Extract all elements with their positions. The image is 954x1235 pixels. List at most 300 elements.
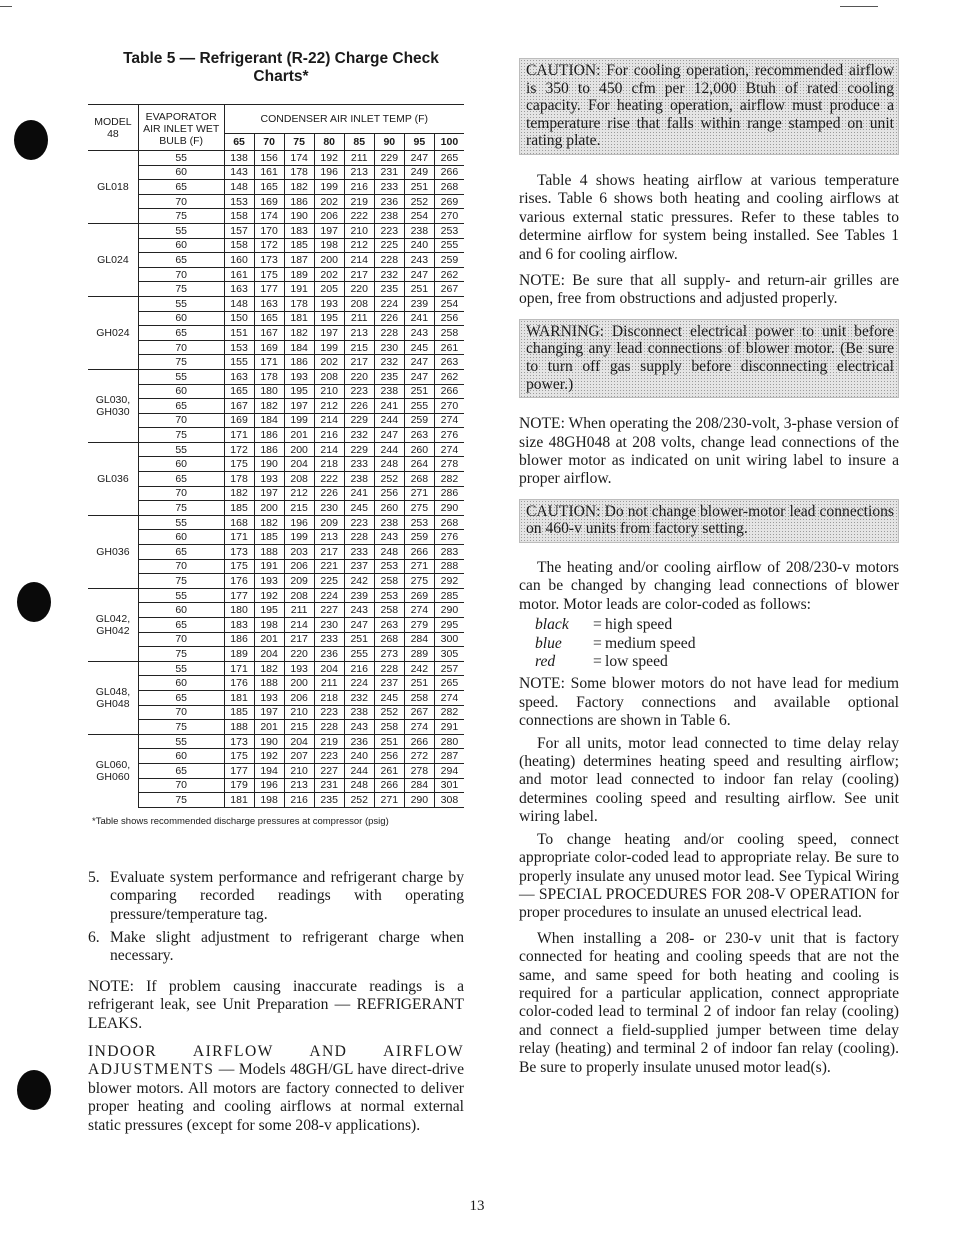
equals-sign: =	[593, 653, 602, 671]
pressure-cell: 180	[254, 384, 284, 399]
pressure-cell: 196	[254, 778, 284, 793]
pressure-cell: 274	[404, 720, 434, 735]
pressure-cell: 153	[224, 194, 254, 209]
pressure-cell: 224	[314, 588, 344, 603]
pressure-cell: 214	[314, 442, 344, 457]
pressure-cell: 206	[284, 690, 314, 705]
table-row	[88, 413, 464, 428]
pressure-cell: 155	[224, 355, 254, 370]
table-row	[88, 384, 464, 399]
pressure-cell: 184	[284, 340, 314, 355]
lead-color-list	[535, 616, 899, 671]
pressure-cell: 198	[314, 238, 344, 253]
table-row	[88, 355, 464, 370]
pressure-cell: 172	[254, 238, 284, 253]
pressure-cell: 241	[374, 399, 404, 414]
pressure-cell: 256	[374, 749, 404, 764]
pressure-cell: 199	[314, 180, 344, 195]
pressure-cell: 294	[434, 763, 464, 778]
pressure-cell: 308	[434, 793, 464, 808]
table-row	[88, 618, 464, 633]
pressure-cell: 266	[404, 545, 434, 560]
pressure-cell: 258	[374, 720, 404, 735]
pressure-cell: 198	[254, 793, 284, 808]
pressure-cell: 255	[344, 647, 374, 662]
model-cell: GL060, GH060	[88, 734, 138, 807]
header-temp: 90	[374, 134, 404, 151]
pressure-cell: 259	[434, 253, 464, 268]
table-row	[88, 647, 464, 662]
pressure-cell: 165	[224, 384, 254, 399]
lead-speed: medium speed	[605, 634, 696, 652]
pressure-cell: 233	[374, 180, 404, 195]
pressure-cell: 267	[404, 705, 434, 720]
pressure-cell: 266	[404, 734, 434, 749]
lead-blue	[535, 635, 899, 653]
pressure-cell: 186	[284, 194, 314, 209]
pressure-cell: 186	[224, 632, 254, 647]
pressure-cell: 286	[434, 486, 464, 501]
table-row	[88, 253, 464, 268]
pressure-cell: 193	[314, 296, 344, 311]
pressure-cell: 213	[284, 778, 314, 793]
wet-bulb-cell: 65	[138, 180, 224, 195]
pressure-cell: 271	[404, 486, 434, 501]
pressure-cell: 210	[284, 705, 314, 720]
pressure-cell: 218	[314, 690, 344, 705]
top-edge-mark-right	[840, 6, 878, 7]
table-row	[88, 603, 464, 618]
table-row	[88, 763, 464, 778]
pressure-cell: 181	[224, 793, 254, 808]
pressure-cell: 255	[434, 238, 464, 253]
pressure-cell: 203	[284, 545, 314, 560]
pressure-cell: 238	[344, 472, 374, 487]
pressure-cell: 247	[404, 151, 434, 166]
pressure-cell: 230	[374, 340, 404, 355]
pressure-cell: 247	[374, 428, 404, 443]
pressure-cell: 193	[254, 472, 284, 487]
pressure-cell: 188	[254, 545, 284, 560]
pressure-cell: 235	[374, 282, 404, 297]
pressure-cell: 201	[254, 720, 284, 735]
note-refrigerant-leak: NOTE: If problem causing inaccurate readings is a refrigerant leak, see Unit Preparation — REFRIGERANT LEAKS.	[88, 977, 464, 1032]
pressure-cell: 171	[224, 661, 254, 676]
table-footnote: *Table shows recommended discharge pressures at compressor (psig)	[92, 815, 389, 827]
wet-bulb-cell: 70	[138, 559, 224, 574]
pressure-cell: 205	[314, 282, 344, 297]
pressure-cell: 181	[284, 311, 314, 326]
pressure-cell: 225	[374, 238, 404, 253]
pressure-cell: 229	[344, 413, 374, 428]
pressure-cell: 197	[254, 486, 284, 501]
pressure-cell: 233	[314, 632, 344, 647]
punch-hole-middle	[17, 582, 51, 622]
pressure-cell: 177	[254, 282, 284, 297]
pressure-cell: 182	[224, 486, 254, 501]
pressure-cell: 257	[434, 661, 464, 676]
pressure-cell: 259	[404, 530, 434, 545]
pressure-cell: 269	[434, 194, 464, 209]
procedure-steps	[88, 869, 464, 966]
wet-bulb-cell: 55	[138, 369, 224, 384]
pressure-cell: 150	[224, 311, 254, 326]
table-row	[88, 734, 464, 749]
pressure-cell: 211	[284, 603, 314, 618]
pressure-cell: 254	[434, 296, 464, 311]
header-temp: 95	[404, 134, 434, 151]
pressure-cell: 201	[254, 632, 284, 647]
note-grilles: NOTE: Be sure that all supply- and return-air grilles are open, free from obstructions and adjusted properly.	[519, 272, 899, 308]
pressure-cell: 266	[374, 778, 404, 793]
wet-bulb-cell: 70	[138, 486, 224, 501]
pressure-cell: 252	[404, 194, 434, 209]
pressure-cell: 197	[314, 326, 344, 341]
pressure-cell: 251	[404, 676, 434, 691]
pressure-cell: 181	[224, 690, 254, 705]
charge-check-table	[88, 104, 464, 808]
pressure-cell: 242	[404, 661, 434, 676]
pressure-cell: 245	[344, 501, 374, 516]
pressure-cell: 204	[314, 661, 344, 676]
table-row	[88, 238, 464, 253]
pressure-cell: 255	[404, 399, 434, 414]
pressure-cell: 263	[434, 355, 464, 370]
pressure-cell: 210	[314, 384, 344, 399]
table-row	[88, 472, 464, 487]
step-text: Evaluate system performance and refrigerant charge by comparing recorded readings with operating pressure/temperature tag.	[110, 868, 464, 923]
pressure-cell: 251	[374, 734, 404, 749]
pressure-cell: 261	[374, 763, 404, 778]
wet-bulb-cell: 75	[138, 501, 224, 516]
pressure-cell: 243	[404, 253, 434, 268]
header-temp: 75	[284, 134, 314, 151]
pressure-cell: 201	[284, 428, 314, 443]
wet-bulb-cell: 65	[138, 472, 224, 487]
pressure-cell: 199	[284, 530, 314, 545]
pressure-cell: 268	[434, 515, 464, 530]
pressure-cell: 232	[344, 428, 374, 443]
table-title: Table 5 — Refrigerant (R-22) Charge Check Charts*	[123, 50, 439, 85]
note-medium-speed: NOTE: Some blower motors do not have lead for medium speed. Factory connections and available optional connections are shown in Table 6.	[519, 675, 899, 730]
pressure-cell: 224	[344, 676, 374, 691]
pressure-cell: 165	[254, 180, 284, 195]
pressure-cell: 169	[254, 340, 284, 355]
pressure-cell: 191	[254, 559, 284, 574]
pressure-cell: 161	[224, 267, 254, 282]
wet-bulb-cell: 60	[138, 311, 224, 326]
pressure-cell: 178	[284, 296, 314, 311]
pressure-cell: 253	[374, 588, 404, 603]
pressure-cell: 169	[254, 194, 284, 209]
model-cell: GH024	[88, 296, 138, 369]
pressure-cell: 247	[344, 618, 374, 633]
pressure-cell: 244	[374, 442, 404, 457]
pressure-cell: 243	[344, 603, 374, 618]
pressure-cell: 223	[344, 515, 374, 530]
pressure-cell: 185	[224, 501, 254, 516]
pressure-cell: 180	[224, 603, 254, 618]
pressure-cell: 253	[434, 223, 464, 238]
caution-box-airflow: CAUTION: For cooling operation, recommended airflow is 350 to 450 cfm per 12,000 Btuh of rated cooling capacity. For heating operation, airflow must produce a temperature rise that falls within range stamped on unit rating plate.	[519, 58, 899, 155]
pressure-cell: 186	[254, 442, 284, 457]
pressure-cell: 258	[404, 690, 434, 705]
pressure-cell: 235	[374, 369, 404, 384]
pressure-cell: 209	[284, 574, 314, 589]
wet-bulb-cell: 75	[138, 355, 224, 370]
pressure-cell: 270	[434, 399, 464, 414]
pressure-cell: 213	[344, 165, 374, 180]
punch-hole-top	[14, 120, 48, 160]
pressure-cell: 163	[224, 282, 254, 297]
pressure-cell: 216	[284, 793, 314, 808]
model-cell: GH036	[88, 515, 138, 588]
pressure-cell: 167	[254, 326, 284, 341]
pressure-cell: 251	[404, 282, 434, 297]
pressure-cell: 238	[404, 223, 434, 238]
pressure-cell: 170	[254, 223, 284, 238]
wet-bulb-cell: 70	[138, 267, 224, 282]
pressure-cell: 208	[344, 296, 374, 311]
pressure-cell: 177	[224, 588, 254, 603]
pressure-cell: 278	[434, 457, 464, 472]
wet-bulb-cell: 70	[138, 632, 224, 647]
pressure-cell: 248	[344, 778, 374, 793]
pressure-cell: 182	[284, 326, 314, 341]
lead-speed: high speed	[605, 616, 673, 634]
table-row	[88, 369, 464, 384]
pressure-cell: 236	[314, 647, 344, 662]
pressure-cell: 301	[434, 778, 464, 793]
pressure-cell: 174	[254, 209, 284, 224]
pressure-cell: 273	[374, 647, 404, 662]
pressure-cell: 185	[224, 705, 254, 720]
wet-bulb-cell: 55	[138, 661, 224, 676]
pressure-cell: 230	[314, 501, 344, 516]
header-evaporator: EVAPORATOR AIR INLET WET BULB (F)	[138, 105, 224, 151]
pressure-cell: 288	[434, 559, 464, 574]
wet-bulb-cell: 60	[138, 676, 224, 691]
header-model: MODEL 48	[88, 105, 138, 151]
pressure-cell: 188	[224, 720, 254, 735]
wet-bulb-cell: 75	[138, 647, 224, 662]
pressure-cell: 175	[224, 457, 254, 472]
pressure-cell: 197	[314, 223, 344, 238]
pressure-cell: 219	[344, 194, 374, 209]
pressure-cell: 200	[284, 442, 314, 457]
table-row	[88, 515, 464, 530]
wet-bulb-cell: 60	[138, 165, 224, 180]
pressure-cell: 189	[224, 647, 254, 662]
para-relay-leads: For all units, motor lead connected to time delay relay (heating) determines heating speed and resulting airflow; and motor lead connected to indoor fan relay (cooling) determines cooling speed and resulting airflow. See unit wiring label.	[519, 734, 899, 826]
pressure-cell: 148	[224, 296, 254, 311]
pressure-cell: 232	[374, 267, 404, 282]
pressure-cell: 195	[314, 311, 344, 326]
pressure-cell: 223	[314, 749, 344, 764]
pressure-cell: 184	[254, 413, 284, 428]
pressure-cell: 243	[374, 530, 404, 545]
pressure-cell: 249	[404, 165, 434, 180]
pressure-cell: 274	[434, 442, 464, 457]
pressure-cell: 220	[284, 647, 314, 662]
pressure-cell: 256	[374, 486, 404, 501]
pressure-cell: 210	[284, 763, 314, 778]
pressure-cell: 225	[314, 574, 344, 589]
header-temp: 80	[314, 134, 344, 151]
pressure-cell: 221	[314, 559, 344, 574]
pressure-cell: 258	[374, 574, 404, 589]
pressure-cell: 228	[374, 253, 404, 268]
pressure-cell: 265	[434, 676, 464, 691]
pressure-cell: 232	[344, 690, 374, 705]
pressure-cell: 238	[374, 515, 404, 530]
pressure-cell: 258	[374, 603, 404, 618]
pressure-cell: 244	[344, 763, 374, 778]
pressure-cell: 211	[344, 151, 374, 166]
pressure-cell: 217	[284, 632, 314, 647]
wet-bulb-cell: 55	[138, 515, 224, 530]
pressure-cell: 280	[434, 734, 464, 749]
pressure-cell: 186	[284, 355, 314, 370]
table-row	[88, 194, 464, 209]
wet-bulb-cell: 60	[138, 530, 224, 545]
pressure-cell: 272	[404, 749, 434, 764]
table-row	[88, 399, 464, 414]
pressure-cell: 241	[404, 311, 434, 326]
pressure-cell: 217	[344, 355, 374, 370]
pressure-cell: 156	[254, 151, 284, 166]
pressure-cell: 278	[404, 763, 434, 778]
step-text: Make slight adjustment to refrigerant charge when necessary.	[110, 928, 464, 965]
wet-bulb-cell: 65	[138, 399, 224, 414]
pressure-cell: 291	[434, 720, 464, 735]
pressure-cell: 194	[254, 763, 284, 778]
pressure-cell: 247	[404, 369, 434, 384]
pressure-cell: 195	[284, 384, 314, 399]
pressure-cell: 239	[404, 296, 434, 311]
pressure-cell: 240	[404, 238, 434, 253]
pressure-cell: 211	[314, 676, 344, 691]
wet-bulb-cell: 65	[138, 545, 224, 560]
pressure-cell: 208	[284, 588, 314, 603]
pressure-cell: 290	[434, 501, 464, 516]
pressure-cell: 173	[224, 734, 254, 749]
pressure-cell: 208	[314, 369, 344, 384]
wet-bulb-cell: 55	[138, 734, 224, 749]
pressure-cell: 191	[284, 282, 314, 297]
pressure-cell: 251	[404, 180, 434, 195]
pressure-cell: 197	[254, 705, 284, 720]
pressure-cell: 219	[314, 734, 344, 749]
pressure-cell: 153	[224, 340, 254, 355]
model-cell: GL036	[88, 442, 138, 515]
pressure-cell: 182	[284, 180, 314, 195]
pressure-cell: 143	[224, 165, 254, 180]
pressure-cell: 217	[314, 545, 344, 560]
pressure-cell: 276	[434, 530, 464, 545]
pressure-cell: 179	[224, 778, 254, 793]
table-row	[88, 676, 464, 691]
pressure-cell: 238	[374, 209, 404, 224]
pressure-cell: 165	[254, 311, 284, 326]
table-row	[88, 530, 464, 545]
table-row	[88, 690, 464, 705]
table-row	[88, 720, 464, 735]
table-row	[88, 486, 464, 501]
pressure-cell: 212	[344, 238, 374, 253]
wet-bulb-cell: 65	[138, 618, 224, 633]
pressure-cell: 268	[404, 472, 434, 487]
pressure-cell: 248	[374, 545, 404, 560]
pressure-cell: 300	[434, 632, 464, 647]
pressure-cell: 182	[254, 661, 284, 676]
model-cell: GL018	[88, 151, 138, 224]
pressure-cell: 275	[404, 501, 434, 516]
pressure-cell: 230	[314, 618, 344, 633]
pressure-cell: 212	[314, 399, 344, 414]
note-208-volt: NOTE: When operating the 208/230-volt, 3-phase version of size 48GH048 at 208 volts, change lead connections of the blower motor as indicated on unit wiring label to insure a proper airflow.	[519, 415, 899, 488]
header-temp: 100	[434, 134, 464, 151]
wet-bulb-cell: 60	[138, 457, 224, 472]
pressure-cell: 196	[284, 515, 314, 530]
pressure-cell: 235	[314, 793, 344, 808]
header-condenser: CONDENSER AIR INLET TEMP (F)	[224, 105, 464, 134]
wet-bulb-cell: 60	[138, 238, 224, 253]
pressure-cell: 267	[434, 282, 464, 297]
model-cell: GL042, GH042	[88, 588, 138, 661]
pressure-cell: 222	[314, 472, 344, 487]
pressure-cell: 258	[434, 326, 464, 341]
pressure-cell: 245	[404, 340, 434, 355]
table-row	[88, 223, 464, 238]
pressure-cell: 279	[404, 618, 434, 633]
table-row	[88, 442, 464, 457]
header-temp: 65	[224, 134, 254, 151]
pressure-cell: 295	[434, 618, 464, 633]
pressure-cell: 197	[284, 399, 314, 414]
pressure-cell: 173	[254, 253, 284, 268]
table-row	[88, 574, 464, 589]
wet-bulb-cell: 70	[138, 778, 224, 793]
pressure-cell: 243	[344, 720, 374, 735]
table-row	[88, 778, 464, 793]
pressure-cell: 237	[374, 676, 404, 691]
pressure-cell: 183	[284, 223, 314, 238]
pressure-cell: 228	[374, 326, 404, 341]
pressure-cell: 206	[314, 209, 344, 224]
wet-bulb-cell: 55	[138, 151, 224, 166]
pressure-cell: 202	[314, 194, 344, 209]
pressure-cell: 283	[434, 545, 464, 560]
pressure-cell: 253	[404, 515, 434, 530]
pressure-cell: 195	[254, 603, 284, 618]
wet-bulb-cell: 75	[138, 793, 224, 808]
para-airflow-tables: Table 4 shows heating airflow at various temperature rises. Table 6 shows both heating and cooling airflows at various external static pressures. Refer to these tables to determine airflow for system being installed. See Tables 1 and 6 for cooling airflow.	[519, 171, 899, 263]
left-column	[88, 50, 464, 1135]
para-install-208: When installing a 208- or 230-v unit that is factory connected for heating and cooling speeds that are not the same, and same speed for both heating and cooling is required for a particular application, connect appropriate color-coded lead to terminal 2 of indoor fan relay (cooling) and connect a field-supplied jumper between time delay relay (heating) and terminal 2 of indoor fan relay (cooling). Be sure to properly insulate unused motor lead(s).	[519, 929, 899, 1076]
pressure-cell: 176	[224, 676, 254, 691]
pressure-cell: 209	[314, 515, 344, 530]
table-row	[88, 749, 464, 764]
pressure-cell: 188	[254, 676, 284, 691]
step-number: 5.	[88, 868, 100, 886]
pressure-cell: 202	[314, 355, 344, 370]
pressure-cell: 253	[374, 559, 404, 574]
table-row	[88, 588, 464, 603]
pressure-cell: 226	[344, 399, 374, 414]
lead-color: black	[535, 616, 569, 634]
pressure-cell: 244	[374, 413, 404, 428]
